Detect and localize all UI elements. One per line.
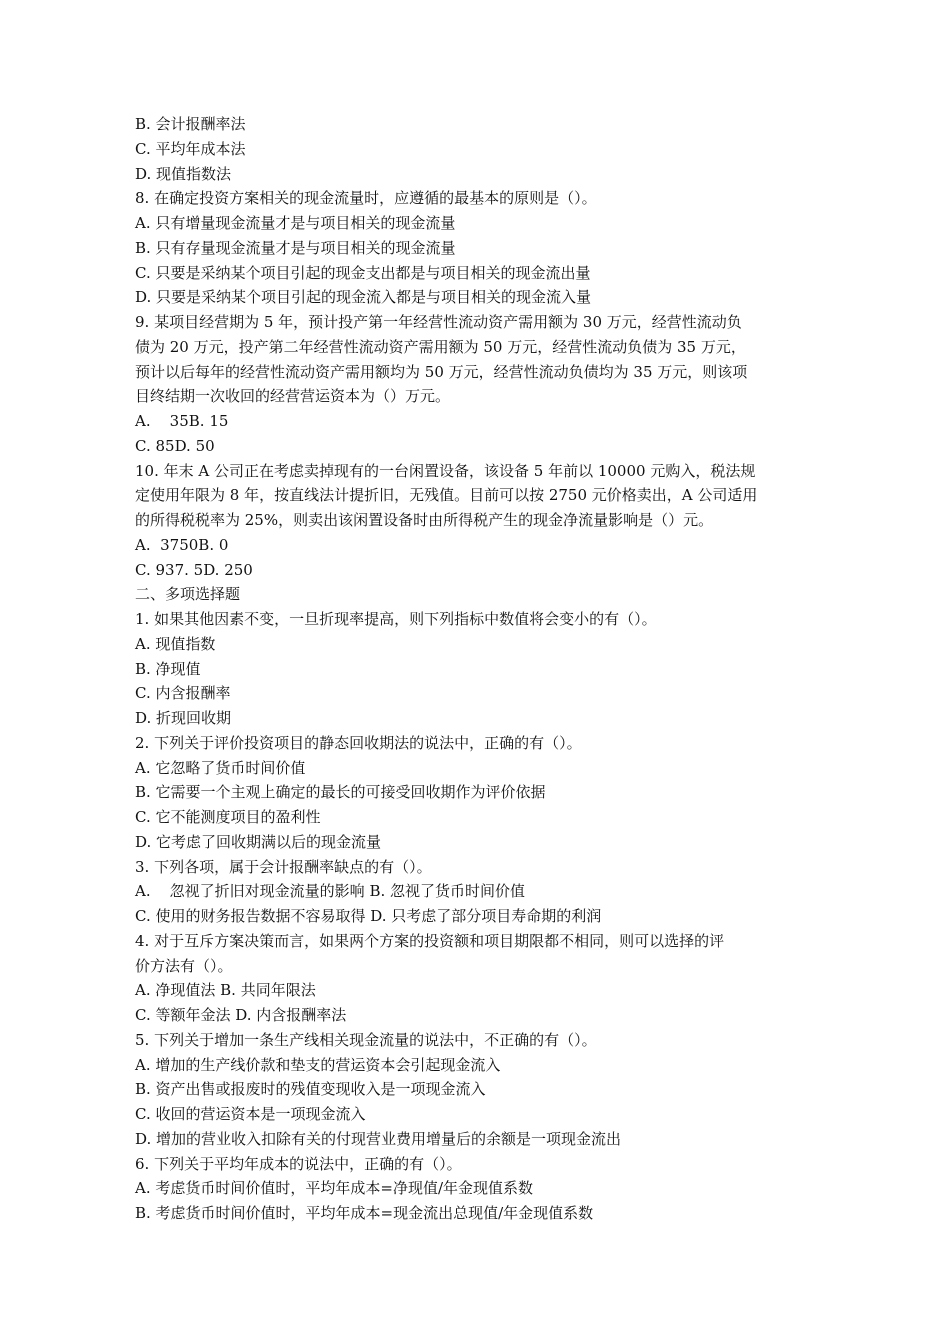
text-line: B. 资产出售或报废时的残值变现收入是一项现金流入 xyxy=(135,1080,486,1099)
text-line: C. 937. 5D. 250 xyxy=(135,560,253,579)
text-line: B. 会计报酬率法 xyxy=(135,115,246,133)
question-line: 2. 下列关于评价投资项目的静态回收期法的说法中，正确的有（）。 xyxy=(135,733,582,752)
text-line: C. 内含报酬率 xyxy=(135,684,231,703)
question-line: 6. 下列关于平均年成本的说法中，正确的有（）。 xyxy=(135,1154,462,1173)
text-line: C. 它不能测度项目的盈利性 xyxy=(135,808,321,826)
text-line: B. 考虑货币时间价值时，平均年成本=现金流出总现值/年金现值系数 xyxy=(135,1204,594,1222)
text-line: 债为 20 万元，投产第二年经营性流动资产需用额为 50 万元，经营性流动负债为 35 万元， xyxy=(135,337,746,356)
text-line: A. 3750B. 0 xyxy=(135,535,229,554)
text-line: A. 忽视了折旧对现金流量的影响 B. 忽视了货币时间价值 xyxy=(135,882,526,901)
text-line: B. 净现值 xyxy=(135,659,201,678)
text-line: A. 它忽略了货币时间价值 xyxy=(135,758,306,777)
text-line: B. 它需要一个主观上确定的最长的可接受回收期作为评价依据 xyxy=(135,783,546,802)
document-page xyxy=(135,112,825,1226)
text-line: 目终结期一次收回的经营营运资本为（）万元。 xyxy=(135,387,451,406)
text-line: A. 35B. 15 xyxy=(135,412,229,430)
text-line: 的所得税税率为 25%，则卖出该闲置设备时由所得税产生的现金净流量影响是（）元。 xyxy=(135,511,714,529)
text-line: 预计以后每年的经营性流动资产需用额均为 50 万元，经营性流动负债均为 35 万元，则该项 xyxy=(135,362,748,381)
text-line: A. 净现值法 B. 共同年限法 xyxy=(135,981,316,1000)
text-line: C. 只要是采纳某个项目引起的现金支出都是与项目相关的现金流出量 xyxy=(135,263,591,282)
text-line: A. 增加的生产线价款和垫支的营运资本会引起现金流入 xyxy=(135,1055,501,1074)
text-line: C. 收回的营运资本是一项现金流入 xyxy=(135,1105,366,1123)
question-line: 8. 在确定投资方案相关的现金流量时，应遵循的最基本的原则是（）。 xyxy=(135,189,597,208)
text-line: A. 现值指数 xyxy=(135,634,216,653)
question-line: 10. 年末 A 公司正在考虑卖掉现有的一台闲置设备，该设备 5 年前以 10000 元购入，税法规 xyxy=(135,461,756,480)
text-line: D. 它考虑了回收期满以后的现金流量 xyxy=(135,832,382,851)
text-line: D. 折现回收期 xyxy=(135,709,232,727)
text-line: D. 增加的营业收入扣除有关的付现营业费用增量后的余额是一项现金流出 xyxy=(135,1129,622,1148)
section-heading: 二、多项选择题 xyxy=(135,585,241,604)
text-line: 价方法有（）。 xyxy=(135,956,233,975)
text-line: C. 使用的财务报告数据不容易取得 D. 只考虑了部分项目寿命期的利润 xyxy=(135,907,602,925)
question-line: 3. 下列各项，属于会计报酬率缺点的有（）。 xyxy=(135,857,432,876)
text-line: D. 只要是采纳某个项目引起的现金流入都是与项目相关的现金流入量 xyxy=(135,288,592,307)
question-line: 1. 如果其他因素不变，一旦折现率提高，则下列指标中数值将会变小的有（）。 xyxy=(135,610,657,628)
text-line: A. 考虑货币时间价值时，平均年成本=净现值/年金现值系数 xyxy=(135,1179,533,1198)
question-line: 4. 对于互斥方案决策而言，如果两个方案的投资额和项目期限都不相同，则可以选择的评 xyxy=(135,931,725,950)
text-line: C. 平均年成本法 xyxy=(135,139,246,158)
text-line: C. 等额年金法 D. 内含报酬率法 xyxy=(135,1006,347,1024)
text-line: A. 只有增量现金流量才是与项目相关的现金流量 xyxy=(135,214,456,232)
question-line: 5. 下列关于增加一条生产线相关现金流量的说法中，不正确的有（）。 xyxy=(135,1030,597,1049)
text-line: 定使用年限为 8 年，按直线法计提折旧，无残值。目前可以按 2750 元价格卖出，A 公司适用 xyxy=(135,486,758,505)
text-line: C. 85D. 50 xyxy=(135,436,215,455)
text-line: D. 现值指数法 xyxy=(135,164,232,183)
text-line: B. 只有存量现金流量才是与项目相关的现金流量 xyxy=(135,238,456,257)
question-line: 9. 某项目经营期为 5 年，预计投产第一年经营性流动资产需用额为 30 万元，经营性流动负 xyxy=(135,313,742,331)
